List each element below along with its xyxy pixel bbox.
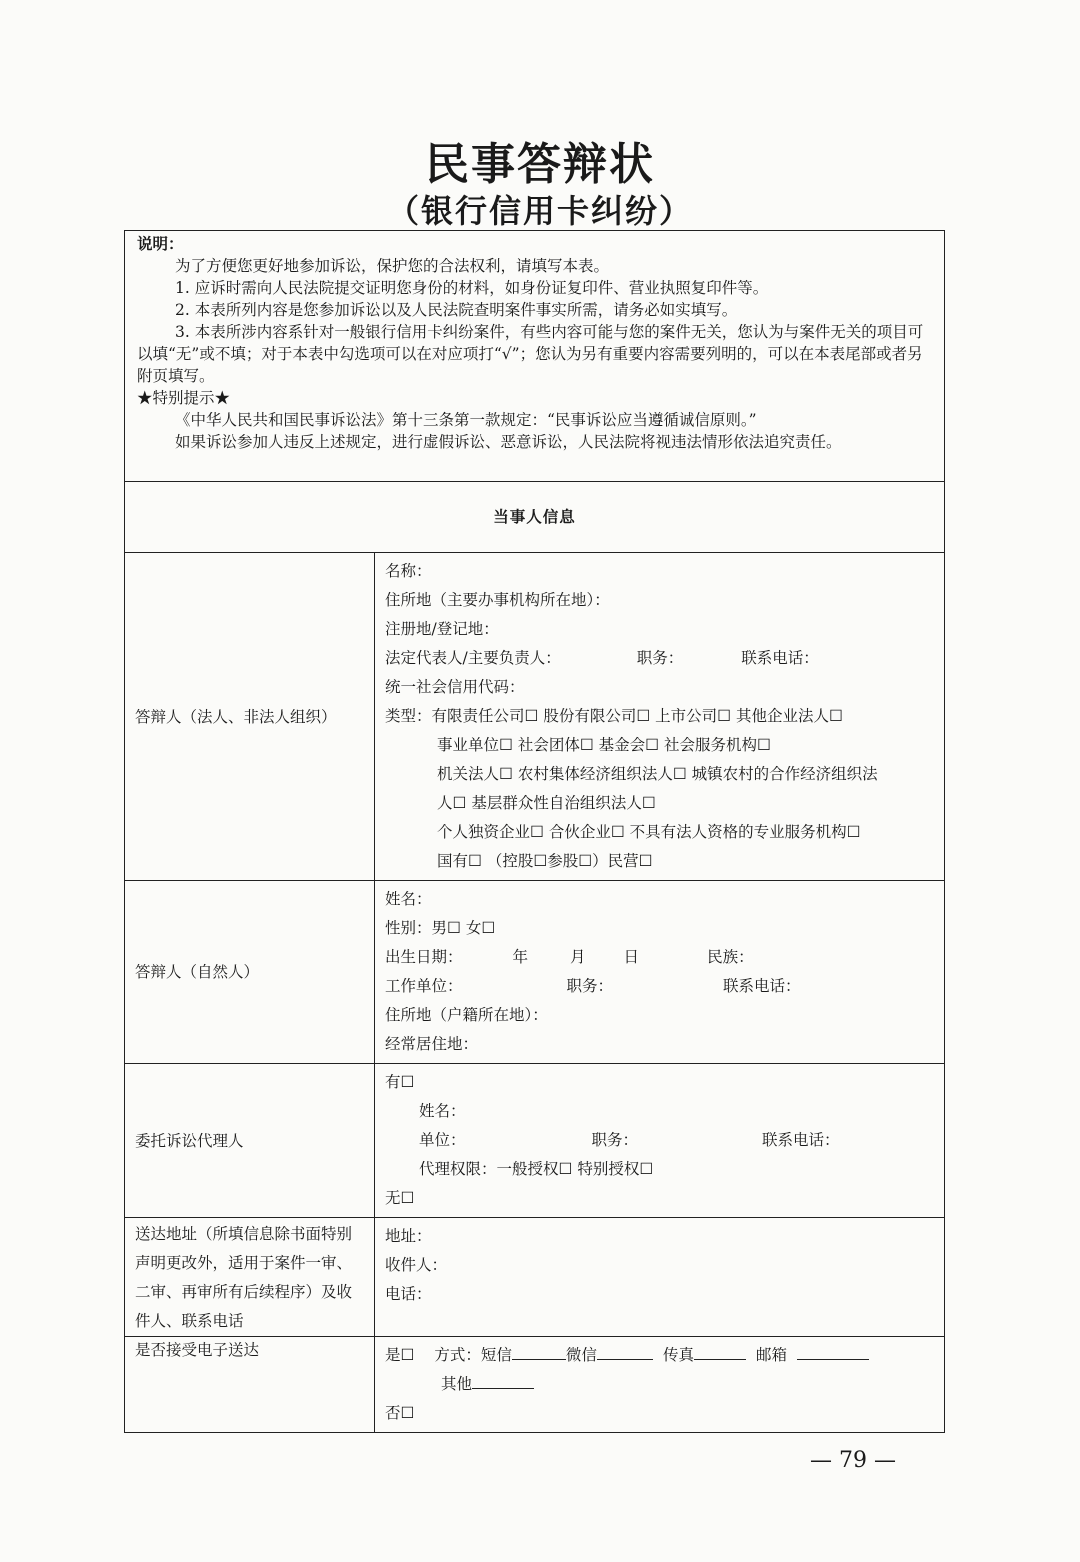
legal-person-label: 答辩人（法人、非法人组织）	[125, 553, 375, 881]
defense-form-table	[124, 230, 945, 1433]
legal-name-field[interactable]: 名称：	[385, 562, 432, 580]
agent-yes-checkbox[interactable]: 有☐	[385, 1073, 415, 1091]
natural-domicile-field[interactable]: 住所地（户籍所在地）：	[385, 1006, 548, 1024]
email-blank[interactable]	[797, 1341, 869, 1360]
instructions-item-3: 3. 本表所涉内容系针对一般银行信用卡纠纷案件，有些内容可能与您的案件无关，您认为与案件无关的项目可以填“无”或不填；对于本表中勾选项可以在对应项打“√”；您认为另有重要内容需要列明的，可以在本表尾部或者另附页填写。	[137, 323, 924, 385]
natural-gender-options[interactable]: 性别：男☐ 女☐	[385, 919, 496, 937]
natural-name-field[interactable]: 姓名：	[385, 890, 432, 908]
page-number: — 79 —	[810, 1448, 896, 1473]
service-recipient-field[interactable]: 收件人：	[385, 1256, 448, 1274]
agent-name-field[interactable]: 姓名：	[419, 1102, 466, 1120]
document-subtitle: （银行信用卡纠纷）	[386, 192, 693, 230]
electronic-service-label: 是否接受电子送达	[125, 1337, 375, 1433]
document-title: 民事答辩状	[425, 139, 655, 190]
special-notice-1: 《中华人民共和国民事诉讼法》第十三条第一款规定：“民事诉讼应当遵循诚信原则。”	[175, 411, 757, 429]
birth-year-label: 年	[512, 948, 529, 966]
natural-birth-row	[385, 943, 934, 972]
legal-type-row-1	[385, 702, 934, 731]
electronic-method-wechat: 微信	[565, 1346, 597, 1364]
instructions-item-2: 2. 本表所列内容是您参加诉讼以及人民法院查明案件事实所需，请务必如实填写。	[175, 301, 738, 319]
legal-type-options-3[interactable]: 机关法人☐ 农村集体经济组织法人☐ 城镇农村的合作经济组织法	[437, 765, 878, 783]
natural-employer-row	[385, 972, 934, 1001]
electronic-yes-row	[385, 1341, 934, 1370]
legal-type-options-6[interactable]: 国有☐ （控股☐参股☐）民营☐	[437, 852, 653, 870]
legal-domicile-field[interactable]: 住所地（主要办事机构所在地）：	[385, 591, 610, 609]
legal-phone-field[interactable]: 联系电话：	[741, 649, 819, 667]
natural-employer-field[interactable]: 工作单位：	[385, 977, 463, 995]
natural-residence-field[interactable]: 经常居住地：	[385, 1035, 479, 1053]
agent-phone-field[interactable]: 联系电话：	[762, 1131, 840, 1149]
instructions-block	[125, 231, 945, 482]
service-address-fields	[375, 1218, 945, 1337]
special-notice-heading: ★特别提示★	[137, 389, 231, 407]
legal-type-label: 类型：	[385, 707, 432, 725]
agent-authority-options[interactable]: 代理权限：一般授权☐ 特别授权☐	[419, 1160, 654, 1178]
natural-phone-field[interactable]: 联系电话：	[723, 977, 801, 995]
legal-registered-field[interactable]: 注册地/登记地：	[385, 620, 499, 638]
legal-type-options-2[interactable]: 事业单位☐ 社会团体☐ 基金会☐ 社会服务机构☐	[437, 736, 771, 754]
service-phone-field[interactable]: 电话：	[385, 1285, 432, 1303]
agent-position-field[interactable]: 职务：	[591, 1131, 639, 1149]
wechat-blank[interactable]	[597, 1341, 653, 1360]
natural-person-fields	[375, 881, 945, 1064]
section-title: 当事人信息	[125, 482, 945, 553]
birth-day-label: 日	[623, 948, 640, 966]
agent-no-checkbox[interactable]: 无☐	[385, 1189, 415, 1207]
service-address-label: 送达地址（所填信息除书面特别声明更改外，适用于案件一审、二审、再审所有后续程序）及收件人、联系电话	[125, 1218, 375, 1337]
legal-type-options-4[interactable]: 人☐ 基层群众性自治组织法人☐	[437, 794, 656, 812]
electronic-service-fields	[375, 1337, 945, 1433]
other-blank[interactable]	[472, 1370, 534, 1389]
legal-credit-code-field[interactable]: 统一社会信用代码：	[385, 678, 525, 696]
agent-unit-row	[385, 1126, 934, 1155]
birth-month-label: 月	[570, 948, 586, 966]
legal-type-options-5[interactable]: 个人独资企业☐ 合伙企业☐ 不具有法人资格的专业服务机构☐	[437, 823, 861, 841]
electronic-method-other: 其他	[441, 1375, 473, 1393]
electronic-method-fax: 传真	[662, 1346, 694, 1364]
fax-blank[interactable]	[694, 1341, 746, 1360]
legal-rep-row	[385, 644, 934, 673]
legal-position-field[interactable]: 职务：	[636, 649, 684, 667]
natural-position-field[interactable]: 职务：	[566, 977, 614, 995]
legal-type-options-1[interactable]: 有限责任公司☐ 股份有限公司☐ 上市公司☐ 其他企业法人☐	[431, 707, 843, 725]
electronic-method-email: 邮箱	[755, 1346, 787, 1364]
instructions-item-1: 1. 应诉时需向人民法院提交证明您身份的材料，如身份证复印件、营业执照复印件等。	[175, 279, 769, 297]
electronic-yes-checkbox[interactable]: 是☐	[385, 1346, 415, 1364]
special-notice-2: 如果诉讼参加人违反上述规定，进行虚假诉讼、恶意诉讼，人民法院将视违法情形依法追究责任。	[175, 433, 842, 451]
electronic-no-checkbox[interactable]: 否☐	[385, 1404, 415, 1422]
agent-unit-field[interactable]: 单位：	[419, 1131, 466, 1149]
legal-person-fields	[375, 553, 945, 881]
service-address-field[interactable]: 地址：	[385, 1227, 432, 1245]
agent-label: 委托诉讼代理人	[125, 1064, 375, 1218]
sms-blank[interactable]	[512, 1341, 566, 1360]
instructions-heading: 说明：	[137, 234, 184, 253]
natural-person-label: 答辩人（自然人）	[125, 881, 375, 1064]
instructions-intro: 为了方便您更好地参加诉讼，保护您的合法权利，请填写本表。	[175, 257, 610, 275]
legal-rep-field[interactable]: 法定代表人/主要负责人：	[385, 649, 561, 667]
agent-fields	[375, 1064, 945, 1218]
electronic-method-sms: 方式：短信	[434, 1346, 512, 1364]
electronic-other-row	[385, 1370, 934, 1399]
natural-ethnicity-field[interactable]: 民族：	[707, 948, 754, 966]
natural-birth-field[interactable]: 出生日期：	[385, 948, 463, 966]
